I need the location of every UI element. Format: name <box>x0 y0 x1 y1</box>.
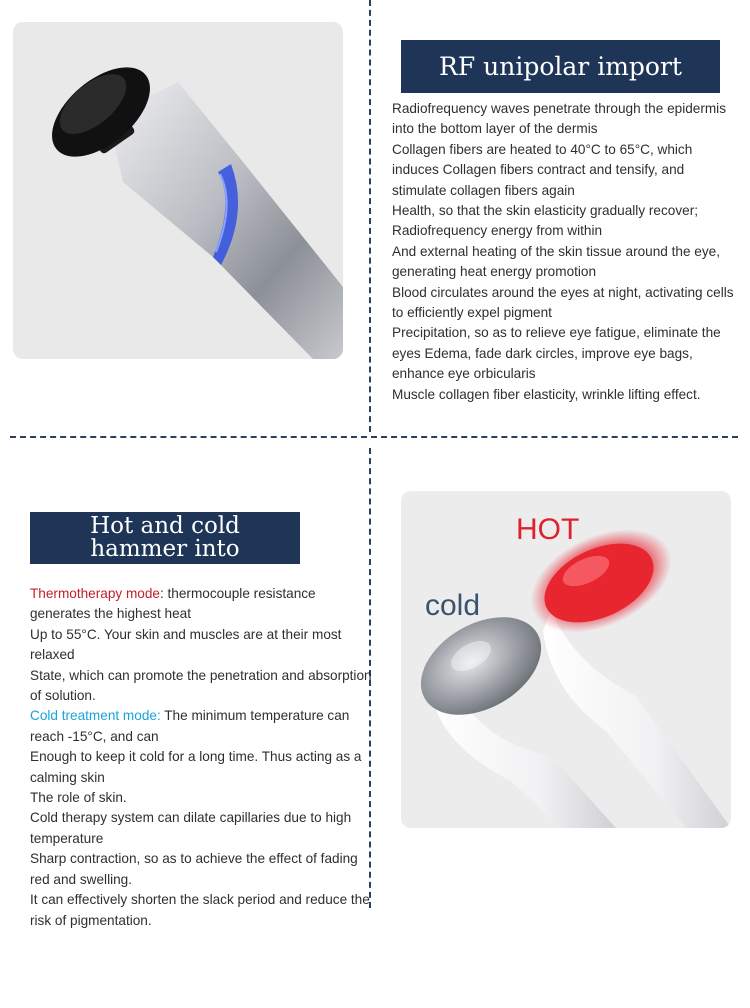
hot-cold-line-1: Up to 55°C. Your skin and muscles are at their most relaxed <box>30 626 342 663</box>
thermo-paragraph <box>30 584 376 625</box>
rf-line-5: Blood circulates around the eyes at night, activating cells to efficiently expel pigment <box>392 284 734 321</box>
hot-cold-section-title <box>30 512 300 564</box>
hot-cold-line-7: It can effectively shorten the slack period and reduce the risk of pigmentation. <box>30 892 370 928</box>
hot-cold-line-2: State, which can promote the penetration and absorption of solution. <box>30 667 372 704</box>
horizontal-divider <box>10 436 738 438</box>
rf-line-3: Health, so that the skin elasticity gradually recover; Radiofrequency energy from within <box>392 203 699 239</box>
rf-section-title <box>401 40 720 93</box>
hot-label: HOT <box>516 513 580 546</box>
rf-line-6: Precipitation, so as to relieve eye fatigue, eliminate the eyes Edema, fade dark circles, improve eye bags, enhance eye orbicularis <box>392 325 721 382</box>
rf-line-7: Muscle collagen fiber elasticity, wrinkle lifting effect. <box>392 386 701 402</box>
rf-handpiece-illustration <box>13 22 343 359</box>
hot-cold-line-6: Sharp contraction, so as to achieve the effect of fading red and swelling. <box>30 851 358 887</box>
hot-cold-line-5: Cold therapy system can dilate capillaries due to high temperature <box>30 810 352 846</box>
rf-device-image <box>13 22 343 359</box>
hot-cold-line-4: The role of skin. <box>30 790 127 806</box>
cold-label: cold <box>425 589 481 622</box>
rf-description <box>392 99 742 405</box>
cold-paragraph <box>30 706 376 747</box>
cold-mode-label: Cold treatment mode: <box>30 708 161 724</box>
thermo-mode-label: Thermotherapy mode <box>30 586 160 601</box>
rf-line-4: And external heating of the skin tissue around the eye, generating heat energy promotion <box>392 243 720 280</box>
rf-section-title-text: RF unipolar import <box>439 52 682 81</box>
vertical-divider-top <box>369 0 371 432</box>
cold-mode-text: The minimum temperature can reach -15°C, and can <box>30 708 350 744</box>
hot-cold-hammer-image <box>401 491 731 828</box>
thermo-mode-text: : thermocouple resistance generates the highest heat <box>30 586 316 622</box>
hot-cold-line-3: Enough to keep it cold for a long time. Thus acting as a calming skin <box>30 749 362 785</box>
rf-line-1: Radiofrequency waves penetrate through the epidermis into the bottom layer of the dermis <box>392 101 727 137</box>
hot-cold-title-line-1: Hot and cold <box>90 513 240 539</box>
hot-cold-hammer-illustration <box>401 491 731 828</box>
rf-line-2: Collagen fibers are heated to 40°C to 65°C, which induces Collagen fibers contract and tensify, and stimulate collagen fibers again <box>392 141 693 198</box>
hot-cold-description <box>30 584 376 931</box>
hot-cold-title-line-2: hammer into <box>90 536 240 562</box>
